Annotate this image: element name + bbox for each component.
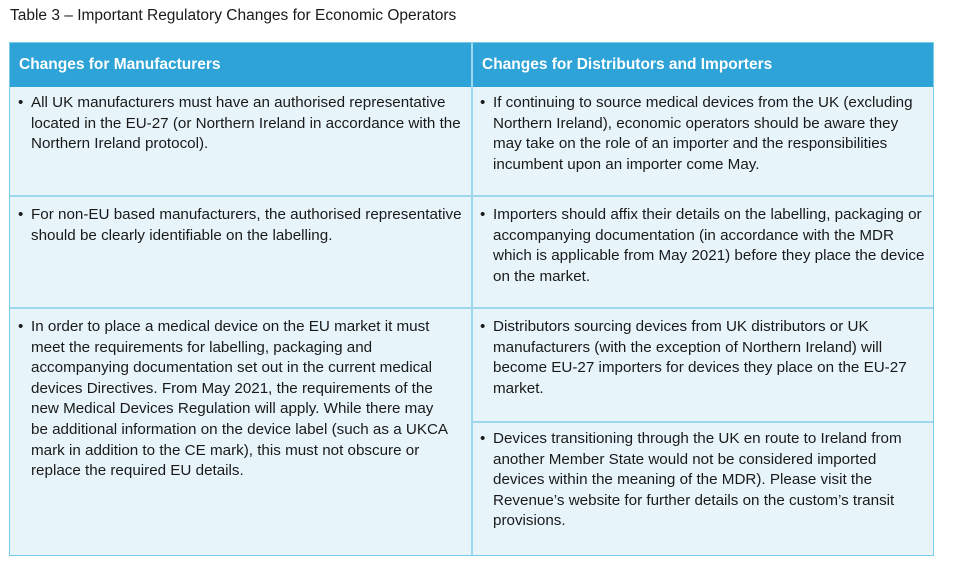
- distributor-item-text: If continuing to source medical devices from the UK (excluding Northern Ireland), economic operators should be aware they may take on the role of an importer and the responsibilities incumbent upon an importer come May.: [493, 94, 913, 173]
- distributor-item-1: [480, 93, 920, 175]
- bullet: •: [18, 318, 24, 335]
- manufacturer-item-text: For non-EU based manufacturers, the authorised representative should be clearly identifiable on the labelling.: [31, 206, 462, 244]
- bullet: •: [480, 318, 486, 335]
- bullet: •: [480, 94, 486, 111]
- regulatory-changes-table: [9, 42, 934, 556]
- table-caption: Table 3 – Important Regulatory Changes for Economic Operators: [10, 7, 457, 24]
- bullet: •: [480, 430, 486, 447]
- bullet: •: [18, 206, 24, 223]
- header-distributors: Changes for Distributors and Importers: [473, 43, 933, 87]
- distributor-item-4: [480, 429, 924, 532]
- distributor-item-text: Importers should affix their details on the labelling, packaging or accompanying documentation (in accordance with the MDR which is applicable from May 2021) before they place the device on the market.: [493, 206, 925, 285]
- manufacturer-item-1: [18, 93, 464, 155]
- row-divider: [473, 195, 933, 197]
- column-divider: [471, 43, 473, 555]
- distributor-item-text: Distributors sourcing devices from UK distributors or UK manufacturers (with the exception of Northern Ireland) will become EU-27 importers for devices they place on the EU-27 market.: [493, 318, 907, 397]
- row-divider: [473, 307, 933, 309]
- manufacturer-item-3: [18, 317, 448, 482]
- bullet: •: [480, 206, 486, 223]
- manufacturer-item-2: [18, 205, 464, 246]
- distributor-item-text: Devices transitioning through the UK en route to Ireland from another Member State would not be considered imported devices within the meaning of the MDR). Please visit the Revenue’s website for further details on the custom’s transit provisions.: [493, 430, 902, 530]
- distributor-item-3: [480, 317, 928, 399]
- manufacturer-item-text: In order to place a medical device on the EU market it must meet the requirements for labelling, packaging and accompanying documentation set out in the current medical devices Directives. From May 2021, the requirements of the new Medical Devices Regulation will apply. While there may be additional information on the device label (such as a UKCA mark in addition to the CE mark), this must not obscure or replace the required EU details.: [31, 318, 448, 480]
- manufacturer-item-text: All UK manufacturers must have an authorised representative located in the EU-27 (or Northern Ireland in accordance with the Northern Ireland protocol).: [31, 94, 461, 153]
- row-divider: [473, 421, 933, 423]
- header-manufacturers: Changes for Manufacturers: [10, 43, 471, 87]
- row-divider: [10, 195, 471, 197]
- row-divider: [10, 307, 471, 309]
- distributor-item-2: [480, 205, 928, 287]
- bullet: •: [18, 94, 24, 111]
